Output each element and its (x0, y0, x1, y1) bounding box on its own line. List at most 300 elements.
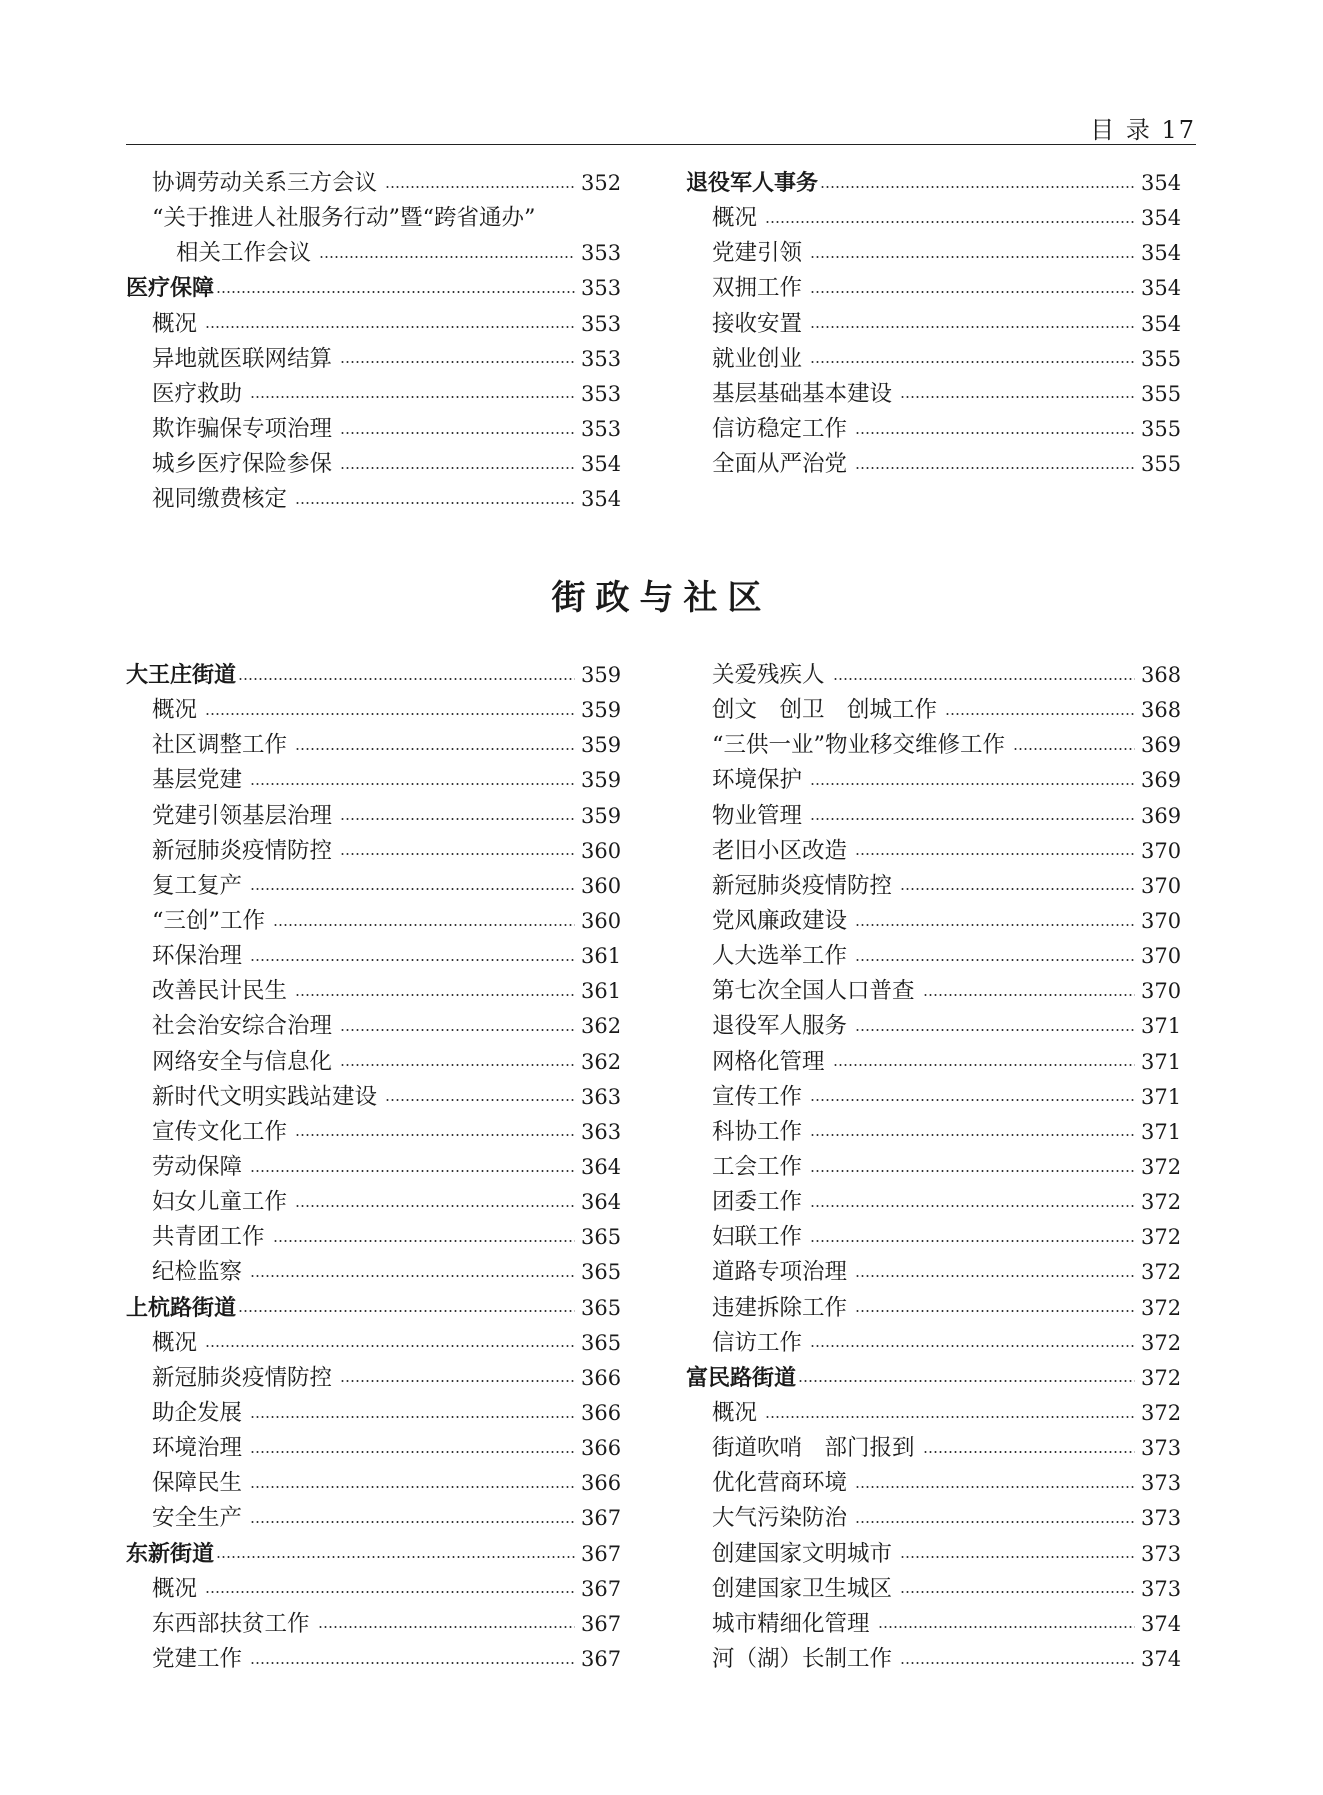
toc-entry-title: 网络安全与信息化 (152, 1048, 333, 1075)
toc-page-number: 359 (581, 733, 622, 758)
toc-entry-title: 新冠肺炎疫情防控 (152, 837, 333, 864)
toc-entry[interactable] (686, 377, 1181, 412)
toc-page-number: 366 (581, 1471, 622, 1496)
toc-entry-title: 团委工作 (712, 1189, 803, 1216)
dot-leader (1013, 748, 1135, 750)
toc-page-number: 353 (581, 381, 622, 406)
toc-entry-title: 相关工作会议 (176, 240, 312, 267)
toc-entry[interactable] (686, 1501, 1181, 1536)
dot-leader (340, 467, 575, 469)
toc-entry[interactable] (126, 447, 621, 482)
dot-leader (810, 783, 1135, 785)
toc-page-number: 372 (1141, 1365, 1182, 1390)
toc-page-number: 373 (1141, 1506, 1182, 1531)
dot-leader (855, 959, 1135, 961)
toc-entry[interactable] (126, 307, 621, 342)
dot-leader (810, 1345, 1135, 1347)
toc-page-number: 372 (1141, 1154, 1182, 1179)
toc-page-number: 353 (581, 276, 622, 301)
toc-column-bottom-right (686, 658, 1181, 1677)
toc-entry[interactable] (126, 482, 621, 517)
toc-entry-title: 基层基础基本建设 (712, 380, 893, 407)
toc-entry[interactable] (686, 1115, 1181, 1150)
toc-entry[interactable] (686, 1642, 1181, 1677)
toc-page-number: 355 (1141, 381, 1182, 406)
toc-section-entry[interactable] (126, 1291, 621, 1326)
dot-leader (900, 1556, 1135, 1558)
dot-leader (810, 1205, 1135, 1207)
toc-page-number: 370 (1141, 979, 1182, 1004)
toc-page-number: 370 (1141, 873, 1182, 898)
toc-page-number: 374 (1141, 1611, 1182, 1636)
toc-entry[interactable] (126, 1572, 621, 1607)
dot-leader (250, 959, 575, 961)
dot-leader (340, 1029, 575, 1031)
toc-entry[interactable] (126, 869, 621, 904)
toc-entry-title: 双拥工作 (712, 275, 803, 302)
toc-page-number: 362 (581, 1049, 622, 1074)
toc-entry-title: 基层党建 (152, 767, 243, 794)
dot-leader (318, 1626, 575, 1628)
toc-entry-title: 医疗救助 (152, 380, 243, 407)
dot-leader (855, 1486, 1135, 1488)
dot-leader (900, 1591, 1135, 1593)
toc-entry-title: 优化营商环境 (712, 1470, 848, 1497)
dot-leader (855, 467, 1135, 469)
toc-entry[interactable] (686, 728, 1181, 763)
toc-entry[interactable] (126, 1642, 621, 1677)
toc-page-number: 367 (581, 1541, 622, 1566)
dot-leader (878, 1626, 1135, 1628)
toc-entry[interactable] (126, 799, 621, 834)
toc-page-number: 355 (1141, 416, 1182, 441)
toc-page-number: 372 (1141, 1400, 1182, 1425)
toc-entry[interactable] (126, 693, 621, 728)
toc-entry[interactable] (126, 728, 621, 763)
dot-leader (340, 818, 575, 820)
toc-column-top-right (686, 166, 1181, 482)
toc-entry[interactable] (126, 1326, 621, 1361)
toc-entry-title: 违建拆除工作 (712, 1294, 848, 1321)
dot-leader (205, 713, 575, 715)
dot-leader (295, 748, 575, 750)
toc-entry-title: 富民路街道 (686, 1365, 797, 1391)
toc-entry[interactable] (126, 834, 621, 869)
toc-page-number: 360 (581, 838, 622, 863)
toc-entry-title: 协调劳动关系三方会议 (152, 170, 378, 196)
toc-entry[interactable] (126, 1009, 621, 1044)
toc-page-number: 371 (1141, 1014, 1182, 1039)
toc-page-number: 353 (581, 311, 622, 336)
toc-page-number: 368 (1141, 698, 1182, 723)
toc-entry-title: 党风廉政建设 (712, 907, 848, 934)
toc-page-number: 371 (1141, 1119, 1182, 1144)
toc-entry[interactable] (686, 1396, 1181, 1431)
dot-leader (855, 1029, 1135, 1031)
toc-entry-title: 大王庄街道 (126, 663, 237, 688)
toc-entry[interactable] (686, 763, 1181, 798)
dot-leader (855, 1310, 1135, 1312)
toc-entry-title: 工会工作 (712, 1153, 803, 1180)
toc-entry[interactable] (686, 1537, 1181, 1572)
dot-leader (250, 1662, 575, 1664)
toc-page-number: 371 (1141, 1084, 1182, 1109)
toc-page-number: 372 (1141, 1190, 1182, 1215)
toc-page-number: 369 (1141, 803, 1182, 828)
toc-entry[interactable] (126, 1396, 621, 1431)
toc-entry[interactable] (126, 1361, 621, 1396)
dot-leader (833, 678, 1135, 680)
dot-leader (340, 432, 575, 434)
toc-entry[interactable] (126, 1501, 621, 1536)
dot-leader (945, 713, 1135, 715)
toc-entry-title: 创文 创卫 创城工作 (712, 697, 938, 724)
toc-entry-title: 环保治理 (152, 943, 243, 970)
toc-entry-title: 异地就医联网结算 (152, 345, 333, 372)
toc-page-number: 365 (581, 1260, 622, 1285)
toc-entry-title: 党建工作 (152, 1645, 243, 1672)
toc-page-number: 366 (581, 1365, 622, 1390)
header-title: 目 录 17 (1090, 116, 1196, 144)
toc-entry[interactable] (126, 939, 621, 974)
toc-entry[interactable] (686, 307, 1181, 342)
toc-entry-title: 环境治理 (152, 1435, 243, 1462)
toc-entry-title: 概况 (152, 1575, 198, 1602)
toc-entry-title: 视同缴费核定 (152, 486, 288, 513)
toc-entry[interactable] (126, 904, 621, 939)
toc-page-number: 353 (581, 241, 622, 266)
toc-entry[interactable] (686, 271, 1181, 306)
toc-entry[interactable] (686, 1045, 1181, 1080)
toc-entry[interactable] (686, 1326, 1181, 1361)
dot-leader (855, 853, 1135, 855)
toc-entry-title: 共青团工作 (152, 1224, 265, 1251)
toc-page-number: 359 (581, 663, 622, 687)
toc-entry[interactable] (126, 1115, 621, 1150)
dot-leader (340, 853, 575, 855)
toc-entry-title: 物业管理 (712, 802, 803, 829)
toc-page-number: 362 (581, 1014, 622, 1039)
dot-leader (205, 1591, 575, 1593)
toc-page-number: 360 (581, 873, 622, 898)
toc-page-number: 352 (581, 171, 622, 195)
dot-leader (340, 361, 575, 363)
dot-leader (810, 291, 1135, 293)
dot-leader (295, 994, 575, 996)
toc-entry-title: 新冠肺炎疫情防控 (712, 872, 893, 899)
dot-leader (923, 1451, 1135, 1453)
dot-leader (295, 1205, 575, 1207)
toc-page-number: 370 (1141, 944, 1182, 969)
toc-page-number: 372 (1141, 1330, 1182, 1355)
toc-page-number: 364 (581, 1190, 622, 1215)
toc-entry-title: 老旧小区改造 (712, 837, 848, 864)
toc-page-number: 354 (1141, 206, 1182, 231)
toc-entry-title: 河（湖）长制工作 (712, 1645, 893, 1672)
toc-entry-title: 信访工作 (712, 1329, 803, 1356)
dot-leader (250, 1275, 575, 1277)
toc-page-number: 355 (1141, 452, 1182, 477)
dot-leader (810, 1134, 1135, 1136)
toc-entry-title: 概况 (712, 1399, 758, 1426)
toc-entry[interactable] (686, 412, 1181, 447)
toc-section-entry[interactable] (126, 658, 621, 693)
toc-entry[interactable] (686, 1220, 1181, 1255)
toc-page-number: 369 (1141, 768, 1182, 793)
dot-leader (810, 256, 1135, 258)
dot-leader (900, 1662, 1135, 1664)
toc-page-number: 353 (581, 416, 622, 441)
toc-entry[interactable] (686, 236, 1181, 271)
dot-leader (810, 1240, 1135, 1242)
dot-leader (238, 678, 575, 680)
toc-entry[interactable] (686, 1431, 1181, 1466)
toc-page-number: 371 (1141, 1049, 1182, 1074)
toc-entry-title: 安全生产 (152, 1505, 243, 1532)
dot-leader (250, 783, 575, 785)
toc-entry[interactable] (686, 693, 1181, 728)
toc-entry[interactable] (126, 377, 621, 412)
toc-entry[interactable] (126, 1607, 621, 1642)
toc-entry-title: 概况 (152, 697, 198, 724)
dot-leader (810, 326, 1135, 328)
toc-entry-title: 就业创业 (712, 345, 803, 372)
toc-entry-title: 全面从严治党 (712, 451, 848, 478)
toc-page-number: 360 (581, 908, 622, 933)
toc-entry[interactable] (686, 974, 1181, 1009)
toc-entry-title: 党建引领 (712, 240, 803, 267)
dot-leader (765, 221, 1135, 223)
toc-entry[interactable] (126, 974, 621, 1009)
toc-entry-title: 保障民生 (152, 1470, 243, 1497)
dot-leader (250, 1170, 575, 1172)
toc-entry[interactable] (686, 799, 1181, 834)
section-title: 街政与社区 (551, 578, 772, 618)
dot-leader (250, 1416, 575, 1418)
toc-entry-title: 上杭路街道 (126, 1295, 237, 1321)
toc-entry[interactable] (126, 1185, 621, 1220)
toc-entry-title: “关于推进人社服务行动”暨“跨省通办” (152, 205, 536, 232)
page-header (126, 104, 1196, 145)
toc-entry-title: 欺诈骗保专项治理 (152, 415, 333, 442)
toc-entry-title: 改善民计民生 (152, 978, 288, 1005)
toc-entry[interactable] (686, 1185, 1181, 1220)
toc-page-number: 373 (1141, 1436, 1182, 1461)
dot-leader (855, 924, 1135, 926)
dot-leader (340, 1064, 575, 1066)
dot-leader (250, 1521, 575, 1523)
toc-entry[interactable] (686, 834, 1181, 869)
toc-page-number: 366 (581, 1400, 622, 1425)
toc-entry-title: 环境保护 (712, 767, 803, 794)
toc-entry-title: 城市精细化管理 (712, 1610, 870, 1637)
toc-page-number: 354 (1141, 241, 1182, 266)
dot-leader (340, 1380, 575, 1382)
toc-entry[interactable] (686, 1572, 1181, 1607)
toc-section-entry[interactable] (126, 271, 621, 306)
toc-entry-title: 概况 (152, 310, 198, 337)
toc-entry-title: 概况 (712, 205, 758, 232)
toc-entry[interactable] (686, 1080, 1181, 1115)
toc-entry[interactable] (126, 166, 621, 201)
toc-section-entry[interactable] (686, 166, 1181, 201)
toc-page-number: 365 (581, 1225, 622, 1250)
toc-entry[interactable] (686, 904, 1181, 939)
dot-leader (295, 1134, 575, 1136)
toc-entry-title: 宣传文化工作 (152, 1118, 288, 1145)
dot-leader (810, 1170, 1135, 1172)
dot-leader (798, 1380, 1135, 1382)
toc-entry[interactable] (686, 1291, 1181, 1326)
toc-entry-title: 街道吹哨 部门报到 (712, 1435, 915, 1462)
toc-entry-title: 创建国家卫生城区 (712, 1575, 893, 1602)
toc-entry[interactable] (126, 1045, 621, 1080)
dot-leader (238, 1310, 575, 1312)
toc-page-number: 355 (1141, 346, 1182, 371)
toc-entry-title: 医疗保障 (126, 276, 215, 302)
toc-page-number: 370 (1141, 838, 1182, 863)
toc-entry-title: 人大选举工作 (712, 943, 848, 970)
dot-leader (205, 1345, 575, 1347)
toc-page-number: 359 (581, 698, 622, 723)
toc-page-number: 365 (581, 1330, 622, 1355)
toc-page-number: 354 (581, 487, 622, 512)
dot-leader (855, 1275, 1135, 1277)
dot-leader (820, 186, 1135, 188)
dot-leader (810, 818, 1135, 820)
toc-page-number: 353 (581, 346, 622, 371)
toc-entry-title: 新冠肺炎疫情防控 (152, 1364, 333, 1391)
toc-entry[interactable] (686, 1150, 1181, 1185)
toc-entry[interactable] (126, 1220, 621, 1255)
dot-leader (216, 291, 575, 293)
toc-page-number: 361 (581, 979, 622, 1004)
toc-page-number: 372 (1141, 1295, 1182, 1320)
toc-page-number: 367 (581, 1646, 622, 1671)
dot-leader (923, 994, 1135, 996)
toc-entry-title: 关爱残疾人 (712, 662, 825, 688)
dot-leader (273, 1240, 575, 1242)
toc-entry[interactable] (686, 1255, 1181, 1290)
toc-entry-title: 妇联工作 (712, 1224, 803, 1251)
toc-page-number: 367 (581, 1576, 622, 1601)
toc-entry-title: 社会治安综合治理 (152, 1013, 333, 1040)
dot-leader (216, 1556, 575, 1558)
toc-entry-title: 党建引领基层治理 (152, 802, 333, 829)
dot-leader (385, 1099, 575, 1101)
toc-page-number: 363 (581, 1119, 622, 1144)
toc-entry-title: 劳动保障 (152, 1153, 243, 1180)
toc-page-number: 354 (1141, 311, 1182, 336)
toc-entry-title: 信访稳定工作 (712, 415, 848, 442)
toc-entry-title: 创建国家文明城市 (712, 1540, 893, 1567)
toc-page-number: 365 (581, 1295, 622, 1320)
dot-leader (810, 1099, 1135, 1101)
toc-entry[interactable] (126, 763, 621, 798)
toc-entry-title: 东西部扶贫工作 (152, 1610, 310, 1637)
dot-leader (855, 432, 1135, 434)
toc-entry[interactable] (126, 1255, 621, 1290)
toc-entry[interactable] (126, 342, 621, 377)
toc-section-entry[interactable] (686, 1361, 1181, 1396)
toc-page-number: 368 (1141, 663, 1182, 687)
toc-entry[interactable] (686, 658, 1181, 693)
toc-page-number: 359 (581, 768, 622, 793)
toc-page-number: 372 (1141, 1225, 1182, 1250)
toc-page-number: 369 (1141, 733, 1182, 758)
dot-leader (900, 396, 1135, 398)
toc-entry[interactable] (686, 342, 1181, 377)
dot-leader (250, 1451, 575, 1453)
toc-page-number: 373 (1141, 1576, 1182, 1601)
toc-entry[interactable] (126, 236, 621, 271)
toc-entry-title: 退役军人服务 (712, 1013, 848, 1040)
toc-column-top-left (126, 166, 621, 517)
toc-page-number: 363 (581, 1084, 622, 1109)
toc-entry[interactable] (126, 1080, 621, 1115)
dot-leader (900, 888, 1135, 890)
toc-entry[interactable] (126, 412, 621, 447)
toc-entry-title: 妇女儿童工作 (152, 1189, 288, 1216)
toc-entry[interactable] (126, 1431, 621, 1466)
toc-entry-title: 退役军人事务 (686, 171, 819, 196)
toc-section-entry[interactable] (126, 1537, 621, 1572)
toc-page-number: 370 (1141, 908, 1182, 933)
toc-page-number: 354 (1141, 276, 1182, 301)
toc-entry[interactable] (126, 201, 621, 236)
toc-page-number: 374 (1141, 1646, 1182, 1671)
toc-entry[interactable] (686, 447, 1181, 482)
dot-leader (855, 1521, 1135, 1523)
dot-leader (250, 396, 575, 398)
toc-page-number: 373 (1141, 1541, 1182, 1566)
toc-entry[interactable] (126, 1466, 621, 1501)
toc-entry-title: “三创”工作 (152, 907, 266, 934)
dot-leader (810, 361, 1135, 363)
toc-entry[interactable] (686, 201, 1181, 236)
toc-entry-title: 网格化管理 (712, 1048, 825, 1075)
toc-page-number: 361 (581, 944, 622, 969)
dot-leader (250, 1486, 575, 1488)
toc-entry[interactable] (686, 869, 1181, 904)
toc-entry-title: 大气污染防治 (712, 1505, 848, 1532)
dot-leader (765, 1416, 1135, 1418)
toc-page-number: 359 (581, 803, 622, 828)
dot-leader (273, 924, 575, 926)
dot-leader (319, 256, 575, 258)
toc-entry-title: 接收安置 (712, 310, 803, 337)
toc-entry[interactable] (126, 1150, 621, 1185)
toc-page-number: 366 (581, 1436, 622, 1461)
toc-entry-title: “三供一业”物业移交维修工作 (712, 732, 1006, 759)
toc-entry[interactable] (686, 1009, 1181, 1044)
toc-entry[interactable] (686, 1466, 1181, 1501)
dot-leader (205, 326, 575, 328)
dot-leader (833, 1064, 1135, 1066)
toc-entry-title: 道路专项治理 (712, 1259, 848, 1286)
toc-page-number: 364 (581, 1154, 622, 1179)
toc-entry-title: 概况 (152, 1329, 198, 1356)
toc-page-number: 372 (1141, 1260, 1182, 1285)
toc-page-number: 367 (581, 1611, 622, 1636)
toc-page-number: 367 (581, 1506, 622, 1531)
toc-entry[interactable] (686, 1607, 1181, 1642)
toc-entry-title: 第七次全国人口普查 (712, 978, 915, 1005)
toc-entry-title: 宣传工作 (712, 1083, 803, 1110)
toc-entry[interactable] (686, 939, 1181, 974)
toc-entry-title: 东新街道 (126, 1541, 215, 1567)
toc-entry-title: 城乡医疗保险参保 (152, 451, 333, 478)
